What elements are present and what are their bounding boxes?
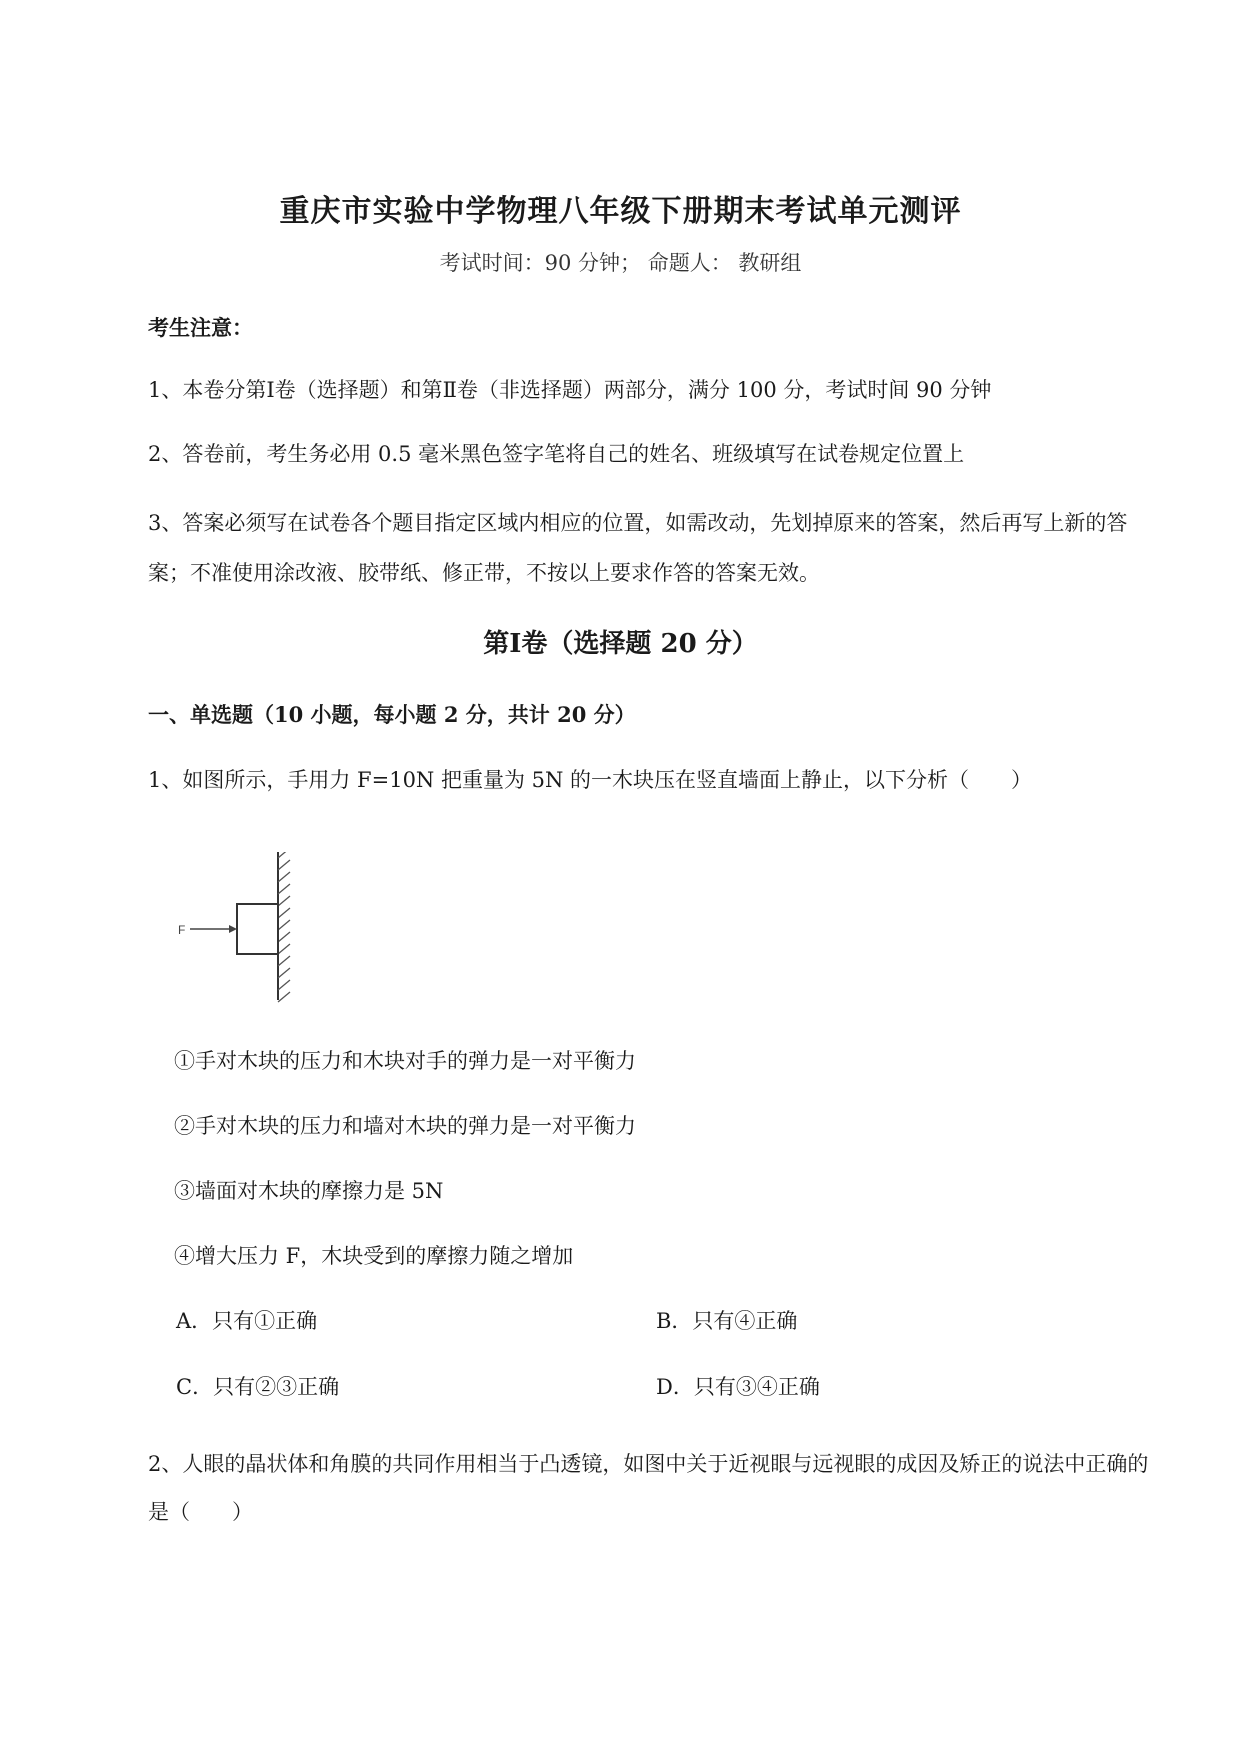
option-d: D．只有③④正确 <box>656 1375 820 1399</box>
force-diagram <box>172 852 312 1012</box>
page-title: 重庆市实验中学物理八年级下册期末考试单元测评 <box>279 194 962 229</box>
part-heading: 一、单选题（10 小题，每小题 2 分，共计 20 分） <box>148 702 636 727</box>
option-c: C．只有②③正确 <box>176 1375 340 1399</box>
notice-item-2: 2、答卷前，考生务必用 0.5 毫米黑色签字笔将自己的姓名、班级填写在试卷规定位置上 <box>148 442 965 466</box>
force-diagram-svg <box>172 852 312 1012</box>
force-arrow-head <box>229 925 237 933</box>
exam-info: 考试时间：90 分钟； 命题人： 教研组 <box>439 251 802 275</box>
question-1-stem: 1、如图所示，手用力 F=10N 把重量为 5N 的一木块压在竖直墙面上静止，以下分析（ ） <box>148 768 1033 792</box>
section-title: 第Ⅰ卷（选择题 20 分） <box>483 629 758 659</box>
wooden-block <box>237 904 278 954</box>
force-label: F <box>178 923 186 937</box>
statement-2: ②手对木块的压力和墙对木块的弹力是一对平衡力 <box>174 1114 636 1138</box>
statement-3: ③墙面对木块的摩擦力是 5N <box>174 1179 444 1203</box>
notice-item-1: 1、本卷分第Ⅰ卷（选择题）和第Ⅱ卷（非选择题）两部分，满分 100 分，考试时间 90 分钟 <box>148 378 992 402</box>
option-b: B．只有④正确 <box>656 1309 798 1333</box>
option-a: A．只有①正确 <box>176 1309 318 1333</box>
notice-item-3: 3、答案必须写在试卷各个题目指定区域内相应的位置，如需改动，先划掉原来的答案，然后再写上新的答案；不准使用涂改液、胶带纸、修正带，不按以上要求作答的答案无效。 <box>148 511 1128 585</box>
notice-heading: 考生注意： <box>148 315 253 340</box>
question-2-stem: 2、人眼的晶状体和角膜的共同作用相当于凸透镜，如图中关于近视眼与远视眼的成因及矫正的说法中正确的是（ ） <box>148 1452 1149 1524</box>
statement-4: ④增大压力 F，木块受到的摩擦力随之增加 <box>174 1244 574 1268</box>
wall-hatching <box>278 852 290 1002</box>
statement-1: ①手对木块的压力和木块对手的弹力是一对平衡力 <box>174 1049 636 1073</box>
